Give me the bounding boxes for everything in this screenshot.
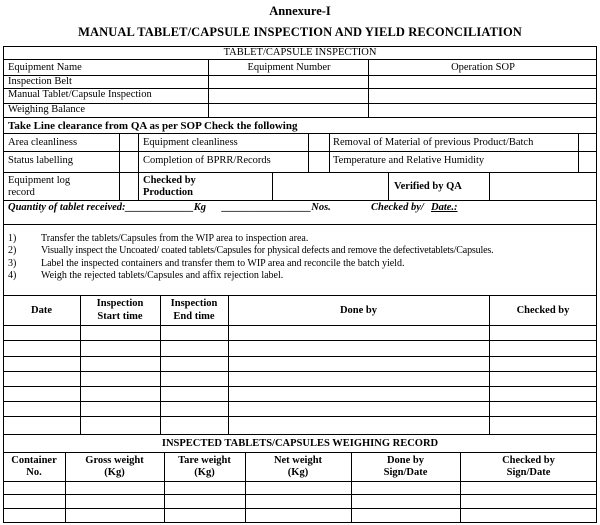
rule — [245, 452, 246, 523]
verified-by-qa-label: Verified by QA — [394, 181, 462, 192]
gross-weight-header: Gross weight — [85, 455, 144, 466]
rule — [489, 172, 490, 200]
rule — [65, 452, 66, 523]
rule — [3, 494, 597, 495]
container-header: Container — [11, 455, 57, 466]
log-start-header-2: Start time — [97, 311, 143, 322]
rule — [329, 133, 330, 172]
rule — [272, 172, 273, 200]
rule — [3, 386, 597, 387]
step-number: 4) — [8, 270, 17, 281]
checked-by-header: Checked by — [502, 455, 555, 466]
checked-by-header-2: Sign/Date — [506, 467, 551, 478]
rule — [3, 481, 597, 482]
log-end-header: Inspection — [170, 298, 218, 309]
row-weighing-balance: Weighing Balance — [8, 104, 86, 115]
removal-material-label: Removal of Material of previous Product/Batch — [333, 137, 534, 148]
quantity-received-label: Quantity of tablet received:_____________Kg — [8, 202, 207, 213]
rule — [138, 133, 139, 172]
rule — [3, 401, 597, 402]
rule — [3, 224, 597, 225]
rule — [164, 452, 165, 523]
annexure-label: Annexure-I — [269, 4, 331, 18]
tare-weight-header-2: (Kg) — [194, 467, 215, 478]
document-title: MANUAL TABLET/CAPSULE INSPECTION AND YIELD RECONCILIATION — [78, 25, 522, 39]
rule — [3, 59, 597, 60]
rule — [3, 434, 597, 435]
gross-weight-header-2: (Kg) — [104, 467, 125, 478]
area-cleanliness-label: Area cleanliness — [8, 137, 78, 148]
step-number: 1) — [8, 233, 17, 244]
done-by-header: Done by — [386, 455, 425, 466]
log-checked-by-header: Checked by — [516, 305, 570, 316]
checked-by-production-label-2: Production — [143, 187, 193, 198]
rule — [3, 151, 597, 152]
step-number: 3) — [8, 258, 17, 269]
status-labelling-label: Status labelling — [8, 155, 74, 166]
rule — [3, 340, 597, 341]
step-text: Transfer the tablets/Capsules from the WIP area to inspection area. — [41, 233, 309, 244]
rule — [3, 371, 597, 372]
equipment-log-label: Equipment log — [8, 175, 71, 186]
rule — [3, 133, 597, 134]
net-weight-header: Net weight — [273, 455, 323, 466]
net-weight-header-2: (Kg) — [287, 467, 309, 478]
step-text: Weigh the rejected tablets/Capsules and affix rejection label. — [41, 270, 284, 281]
col-operation-sop: Operation SOP — [451, 62, 515, 73]
step-text: Label the inspected containers and transfer them to WIP area and reconcile the batch yield. — [41, 258, 405, 269]
rule — [119, 133, 120, 172]
rule — [351, 452, 352, 523]
rule — [3, 75, 597, 76]
rule — [228, 295, 229, 434]
rule — [80, 295, 81, 434]
checked-by-production-label: Checked by — [143, 175, 196, 186]
rule — [3, 103, 597, 104]
rule — [3, 452, 597, 453]
quantity-nos-label: _________________Nos. — [222, 202, 331, 213]
rule — [578, 133, 579, 172]
rule — [3, 356, 597, 357]
temperature-humidity-label: Temperature and Relative Humidity — [333, 155, 485, 166]
col-equipment-name: Equipment Name — [8, 62, 82, 73]
rule — [3, 117, 597, 118]
equipment-cleanliness-label: Equipment cleanliness — [143, 137, 238, 148]
rule — [3, 416, 597, 417]
rule — [138, 172, 139, 200]
rule — [388, 172, 389, 200]
rule — [208, 59, 209, 117]
rule — [3, 295, 597, 296]
rule — [3, 200, 597, 201]
rule — [119, 172, 120, 200]
rule — [308, 133, 309, 172]
rule — [3, 325, 597, 326]
row-manual-inspection: Manual Tablet/Capsule Inspection — [8, 89, 152, 100]
clearance-heading: Take Line clearance from QA as per SOP Check the following — [8, 120, 298, 132]
quantity-checked-label: Checked by/ — [371, 202, 424, 213]
rule — [3, 508, 597, 509]
weighing-section-title: INSPECTED TABLETS/CAPSULES WEIGHING RECORD — [161, 438, 439, 449]
completion-bprr-label: Completion of BPRR/Records — [143, 155, 271, 166]
rule — [489, 295, 490, 434]
done-by-header-2: Sign/Date — [383, 467, 428, 478]
quantity-date-label: Date.: — [431, 202, 458, 213]
rule — [368, 59, 369, 117]
rule — [460, 452, 461, 523]
log-end-header-2: End time — [173, 311, 215, 322]
equipment-log-label-2: record — [8, 187, 35, 198]
tare-weight-header: Tare weight — [178, 455, 231, 466]
row-inspection-belt: Inspection Belt — [8, 76, 72, 87]
rule — [3, 172, 597, 173]
step-text: Visually inspect the Uncoated/ coated tablets/Capsules for physical defects and remove the defectivetablets/Capsules. — [41, 245, 494, 256]
log-start-header: Inspection — [96, 298, 144, 309]
log-date-header: Date — [31, 305, 52, 316]
step-number: 2) — [8, 245, 17, 256]
container-header-2: No. — [26, 467, 42, 478]
inspection-section-title: TABLET/CAPSULE INSPECTION — [223, 47, 377, 58]
col-equipment-number: Equipment Number — [247, 62, 331, 73]
log-done-by-header: Done by — [339, 305, 378, 316]
rule — [160, 295, 161, 434]
